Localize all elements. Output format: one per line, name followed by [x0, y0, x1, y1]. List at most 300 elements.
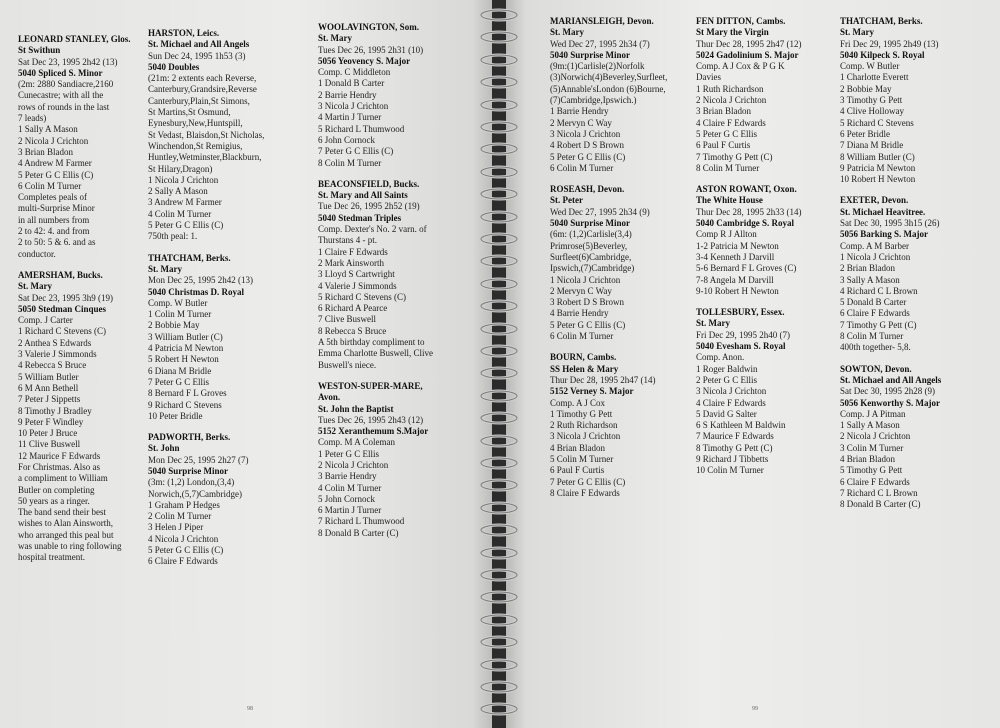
binding-ring: [478, 75, 520, 89]
dedication: SS Helen & Mary: [550, 363, 619, 374]
ringer: 3 Helen J Piper: [148, 522, 204, 533]
ringer: 4 Colin M Turner: [148, 208, 212, 219]
ringer: 6 Peter Bridle: [840, 128, 890, 139]
composition-detail: (3m: (1,2) London,(3,4): [148, 477, 235, 488]
ringer: 1 Colin M Turner: [148, 309, 212, 320]
footnote: A 5th birthday compliment to: [318, 337, 425, 348]
ringer: 2 Ruth Richardson: [550, 420, 618, 431]
place-name: BOURN, Cambs.: [550, 352, 617, 363]
peal-entry: [148, 253, 313, 422]
binding-ring: [478, 210, 520, 224]
composition-detail: 7 leads): [18, 113, 47, 124]
peal-entry: [148, 432, 313, 568]
peal-entry: [696, 16, 841, 174]
dedication: St Mary the Virgin: [696, 27, 769, 38]
ringer: 3-4 Kenneth J Darvill: [696, 251, 775, 262]
composition-detail: Cunecastre; with all the: [18, 90, 104, 101]
ringer-list: [148, 309, 313, 422]
ringer: 2 Bobbie May: [840, 83, 892, 94]
method-name: 5040 Cambridge S. Royal: [696, 218, 795, 229]
method-name: 5024 Gadolinium S. Major: [696, 49, 799, 60]
ringer: 1 Nicola J Crichton: [840, 251, 911, 262]
binding-ring: [478, 658, 520, 672]
peal-entry: [318, 22, 478, 169]
ringer: 7 Peter G C Ellis (C): [318, 146, 394, 157]
ringer: 1 Nicola J Crichton: [148, 174, 219, 185]
ringer: 5 Richard L Thumwood: [318, 123, 405, 134]
footnote: hospital treatment.: [18, 552, 85, 563]
ringer: 5 Peter G C Ellis (C): [148, 545, 224, 556]
ringer-list: [696, 241, 841, 297]
footnote: multi-Surprise Minor: [18, 203, 95, 214]
footnote: Completes peals of: [18, 192, 87, 203]
ringer: 6 S Kathleen M Baldwin: [696, 420, 786, 431]
dedication: St. Peter: [550, 195, 583, 206]
composition-detail: (21m: 2 extents each Reverse,: [148, 73, 257, 84]
ringer: 6 Paul F Curtis: [550, 465, 605, 476]
ringer: 1 Graham P Hedges: [148, 499, 220, 510]
ringer: 4 Brian Bladon: [550, 442, 605, 453]
binding-ring: [478, 702, 520, 716]
binding-ring: [478, 254, 520, 268]
ringer: 4 Clive Holloway: [840, 106, 904, 117]
ringer: 6 Martin J Turner: [318, 505, 382, 516]
ringer-list: [18, 124, 140, 192]
peal-entry: [696, 184, 841, 297]
ringer-list: [840, 252, 990, 342]
composition-detail: St Hilary,Dragon): [148, 163, 213, 174]
ringer: 4 Andrew M Farmer: [18, 158, 92, 169]
composition-detail: (2m: 2880 Sandiacre,2160: [18, 79, 114, 90]
composition-detail: Primrose(5)Beverley,: [550, 240, 628, 251]
ringer: 8 Colin M Turner: [840, 331, 904, 342]
footnote: was unable to ring following: [18, 541, 122, 552]
peal-entry: [148, 28, 313, 243]
ringer: 5 Colin M Turner: [550, 453, 614, 464]
method-name: 5040 Kilpeck S. Royal: [840, 49, 925, 60]
composition-detail: Comp. C Middleton: [318, 67, 391, 78]
ringer-list: [696, 364, 841, 477]
ringer: 1 Timothy G Pett: [550, 408, 613, 419]
place-name: THATCHAM, Berks.: [148, 252, 231, 263]
composition-detail: Comp. Dexter's No. 2 varn. of: [318, 224, 427, 235]
ringer: 10 Peter J Bruce: [18, 428, 78, 439]
ringer: 8 Bernard F L Groves: [148, 388, 227, 399]
peal-date: Tues Dec 26, 1995 2h31 (10): [318, 44, 424, 55]
composition-detail: Comp. A J Cox: [550, 397, 606, 408]
ringer: 1 Roger Baldwin: [696, 363, 758, 374]
ringer: 4 Nicola J Crichton: [148, 533, 219, 544]
ringer: 2 Colin M Turner: [148, 511, 212, 522]
ringer: 1 Ruth Richardson: [696, 83, 764, 94]
ringer: 6 Diana M Bridle: [148, 365, 212, 376]
binding-ring: [478, 456, 520, 470]
place-name: PADWORTH, Berks.: [148, 432, 231, 443]
ringer: 7 Peter J Sippetts: [18, 394, 81, 405]
ringer: 5 Timothy G Pett: [840, 465, 903, 476]
ringer: 6 Claire F Edwards: [840, 308, 910, 319]
composition-detail: Thurstans 4 - pt.: [318, 235, 377, 246]
footnote: Butler on completing: [18, 484, 95, 495]
composition-detail: Comp. W Butler: [840, 61, 900, 72]
composition-detail: Eynesbury,New,Huntspill,: [148, 118, 243, 129]
ringer: 2 Mervyn C Way: [550, 285, 612, 296]
composition-detail: Canterbury,Plain,St Simons,: [148, 95, 250, 106]
ringer: 7 Timothy G Pett (C): [840, 319, 917, 330]
ringer: 8 Colin M Turner: [318, 157, 382, 168]
ringer: 12 Maurice F Edwards: [18, 450, 101, 461]
ringer-list: [550, 106, 695, 174]
method-name: 5040 Doubles: [148, 61, 200, 72]
binding-ring: [478, 635, 520, 649]
dedication: St. Mary: [550, 27, 584, 38]
ringer: 7 Timothy G Pett (C): [696, 151, 773, 162]
composition-detail: Surfleet(6)Cambridge,: [550, 251, 632, 262]
peal-date: Sat Dec 23, 1995 3h9 (19): [18, 292, 113, 303]
ringer: 2 Peter G C Ellis: [696, 374, 757, 385]
ringer: 6 M Ann Bethell: [18, 382, 79, 393]
place-name: HARSTON, Leics.: [148, 28, 220, 38]
ringer: 5 Peter G C Ellis (C): [148, 220, 224, 231]
ringer: 6 Colin M Turner: [18, 180, 82, 191]
ringer: 7 Maurice F Edwards: [696, 431, 774, 442]
ringer: 9-10 Robert H Newton: [696, 285, 779, 296]
ringer: 6 Colin M Turner: [550, 331, 614, 342]
composition-detail: Canterbury,Grandsire,Reverse: [148, 84, 257, 95]
composition-detail: Comp. W Butler: [148, 297, 208, 308]
peal-date: Thur Dec 28, 1995 2h33 (14): [696, 206, 802, 217]
ringer: 5 Peter G C Ellis (C): [18, 169, 94, 180]
binding-ring: [478, 187, 520, 201]
peal-date: Mon Dec 25, 1995 2h42 (13): [148, 275, 253, 286]
ringer: 1-2 Patricia M Newton: [696, 240, 779, 251]
binding-ring: [478, 568, 520, 582]
ringer: 9 Peter F Windley: [18, 416, 84, 427]
peal-date: Sat Dec 23, 1995 2h42 (13): [18, 56, 118, 67]
ringer: 5 Donald B Carter: [840, 297, 907, 308]
footnote: 400th together- 5,8.: [840, 342, 911, 353]
footnote: who arranged this peal but: [18, 529, 114, 540]
binding-ring: [478, 434, 520, 448]
method-name: 5050 Stedman Cinques: [18, 303, 107, 314]
ringer: 3 Colin M Turner: [840, 442, 904, 453]
ringer: 4 Claire F Edwards: [696, 117, 766, 128]
method-name: 5056 Yeovency S. Major: [318, 55, 411, 66]
binding-ring: [478, 523, 520, 537]
ringer: 1 Sally A Mason: [18, 124, 78, 135]
composition-detail: Norwich,(5,7)Cambridge): [148, 488, 242, 499]
place-name: EXETER, Devon.: [840, 195, 909, 206]
composition-detail: Winchendon,St Remigius,: [148, 140, 243, 151]
place-name: WESTON-SUPER-MARE,: [318, 380, 423, 391]
ringer: 9 Richard C Stevens: [148, 399, 222, 410]
footnote: conductor.: [18, 248, 56, 259]
binding-ring: [478, 590, 520, 604]
footnote: 2 to 42: 4. and from: [18, 226, 90, 237]
composition-detail: St Martins,St Osmund,: [148, 107, 231, 118]
footnote: in all numbers from: [18, 214, 90, 225]
page-number: 99: [752, 706, 758, 712]
ringer-list: [148, 175, 313, 231]
binding-ring: [478, 478, 520, 492]
binding-ring: [478, 120, 520, 134]
ringer: 2 Nicola J Crichton: [18, 135, 89, 146]
method-name: 5040 Stedman Triples: [318, 212, 402, 223]
dedication: St. Mary: [18, 281, 52, 292]
binding-ring: [478, 53, 520, 67]
ringer: 7 Peter G C Ellis: [148, 376, 209, 387]
ringer: 8 Donald B Carter (C): [840, 499, 921, 510]
ringer: 7 Peter G C Ellis (C): [550, 476, 626, 487]
peal-date: Wed Dec 27, 1995 2h34 (9): [550, 206, 650, 217]
dedication: St. Mary: [840, 27, 874, 38]
dedication: St. Mary: [696, 318, 730, 329]
ringer: 4 Martin J Turner: [318, 112, 382, 123]
ringer: 4 Robert D S Brown: [550, 140, 624, 151]
ringer: 3 Brian Bladon: [18, 146, 73, 157]
composition-detail: Comp. A M Barber: [840, 240, 909, 251]
place-name: TOLLESBURY, Essex.: [696, 307, 785, 318]
peal-entry: [318, 179, 478, 371]
ringer: 4 Brian Bladon: [840, 453, 895, 464]
ringer: 7-8 Angela M Darvill: [696, 274, 774, 285]
peal-entry: [550, 184, 695, 342]
footnote: a compliment to William: [18, 473, 108, 484]
footnote: The band send their best: [18, 507, 106, 518]
binding-ring: [478, 322, 520, 336]
page-number: 98: [247, 706, 253, 712]
binding-ring: [478, 389, 520, 403]
binding-ring: [478, 142, 520, 156]
ringer: 8 Timothy J Bradley: [18, 405, 92, 416]
ringer: 3 Brian Bladon: [696, 106, 751, 117]
ringer: 8 Donald B Carter (C): [318, 527, 399, 538]
footnote: 750th peal: 1.: [148, 231, 198, 242]
ringer-list: [550, 409, 695, 499]
composition-detail: rows of rounds in the last: [18, 101, 110, 112]
ringer: 6 Claire F Edwards: [840, 476, 910, 487]
ringer: 4 Barrie Hendry: [550, 308, 609, 319]
left-page: [0, 0, 492, 728]
ringer: 8 William Butler (C): [840, 151, 915, 162]
composition-detail: (7)Cambridge,Ipswich.): [550, 95, 637, 106]
binding-ring: [478, 8, 520, 22]
ringer: 5 Richard C Stevens: [840, 117, 914, 128]
ringer-list: [550, 275, 695, 343]
ringer-list: [840, 420, 990, 510]
ringer: 2 Nicola J Crichton: [696, 95, 767, 106]
ringer: 3 Nicola J Crichton: [550, 128, 621, 139]
ringer: 2 Mark Ainsworth: [318, 257, 384, 268]
place-name: LEONARD STANLEY, Glos.: [18, 34, 131, 44]
ringer: 4 Valerie J Simmonds: [318, 280, 397, 291]
ringer: 4 Richard C L Brown: [840, 285, 918, 296]
ringer: 3 Barrie Hendry: [318, 471, 377, 482]
ringer-list: [318, 78, 478, 168]
composition-detail: (9m:(1)Carlisle(2)Norfolk: [550, 61, 645, 72]
peal-date: Fri Dec 29, 1995 2h40 (7): [696, 329, 790, 340]
binding-ring: [478, 366, 520, 380]
binding-ring: [478, 30, 520, 44]
binding-ring: [478, 680, 520, 694]
peal-entry: [18, 34, 140, 260]
ringer: 8 Claire F Edwards: [550, 487, 620, 498]
peal-date: Sat Dec 30, 1995 3h15 (26): [840, 218, 940, 229]
peal-entry: [318, 381, 478, 539]
ringer: 8 Colin M Turner: [696, 162, 760, 173]
ringer: 1 Peter G C Ellis: [318, 448, 379, 459]
place-name: ASTON ROWANT, Oxon.: [696, 184, 797, 195]
ringer: 1 Sally A Mason: [840, 420, 900, 431]
column: [696, 16, 841, 487]
ringer-list: [840, 72, 990, 185]
ringer: 5 Peter G C Ellis: [696, 128, 757, 139]
ringer-list: [18, 326, 140, 462]
ringer: 5-6 Bernard F L Groves (C): [696, 263, 797, 274]
column: [550, 16, 695, 509]
dedication: St. Michael Heavitree.: [840, 206, 926, 217]
peal-date: Tue Dec 26, 1995 2h52 (19): [318, 201, 420, 212]
composition-detail: Ipswich,(7)Cambridge): [550, 263, 635, 274]
peal-date: Sun Dec 24, 1995 1h53 (3): [148, 50, 246, 61]
ringer: 6 Claire F Edwards: [148, 556, 218, 567]
ringer-list: [696, 84, 841, 174]
ringer: 5 Peter G C Ellis (C): [550, 319, 626, 330]
binding-ring: [478, 501, 520, 515]
ringer: 4 Rebecca S Bruce: [18, 360, 87, 371]
ringer: 2 Brian Bladon: [840, 263, 895, 274]
method-name: 5040 Spliced S. Minor: [18, 67, 103, 78]
dedication: St. Michael and All Angels: [148, 39, 250, 50]
method-name: 5056 Kenworthy S. Major: [840, 397, 940, 408]
ringer: 10 Peter Bridle: [148, 410, 203, 421]
composition-detail: Comp. M A Coleman: [318, 437, 396, 448]
ringer: 2 Sally A Mason: [148, 186, 208, 197]
dedication: St. Michael and All Angels: [840, 374, 942, 385]
ringer: 5 Peter G C Ellis (C): [550, 151, 626, 162]
composition-detail: Comp. J Carter: [18, 315, 73, 326]
ringer: 3 Timothy G Pett: [840, 95, 903, 106]
ringer: 2 Barrie Hendry: [318, 89, 377, 100]
dedication: St. John the Baptist: [318, 403, 394, 414]
ringer: 11 Clive Buswell: [18, 439, 81, 450]
ringer: 1 Nicola J Crichton: [550, 274, 621, 285]
place-name: AMERSHAM, Bucks.: [18, 269, 103, 280]
footnote: Emma Charlotte Buswell, Clive: [318, 348, 433, 359]
ringer: 6 Colin M Turner: [550, 162, 614, 173]
peal-date: Sat Dec 30, 1995 2h28 (9): [840, 386, 935, 397]
method-name: 5040 Surprise Minor: [148, 465, 228, 476]
composition-detail: St Vedast, Blaisdon,St Nicholas,: [148, 129, 265, 140]
peal-entry: [550, 16, 695, 174]
ringer: 5 Richard C Stevens (C): [318, 291, 406, 302]
binding-ring: [478, 299, 520, 313]
footnote: wishes to Alan Ainsworth,: [18, 518, 114, 529]
composition-detail: (3)Norwich(4)Beverley,Surfleet,: [550, 72, 668, 83]
ringer: 10 Robert H Newton: [840, 174, 916, 185]
ringer: 2 Bobbie May: [148, 320, 200, 331]
ringer: 7 Richard L Thumwood: [318, 516, 405, 527]
ringer: 3 Andrew M Farmer: [148, 197, 222, 208]
peal-entry: [550, 352, 695, 499]
method-name: 5056 Barking S. Major: [840, 229, 929, 240]
ringer: 3 William Butler (C): [148, 331, 223, 342]
method-name: 5040 Evesham S. Royal: [696, 341, 786, 352]
ringer: 1 Donald B Carter: [318, 78, 385, 89]
ringer: 3 Lloyd S Cartwright: [318, 269, 395, 280]
composition-detail: Davies: [696, 72, 721, 83]
method-name: 5152 Verney S. Major: [550, 386, 634, 397]
ringer: 1 Claire F Edwards: [318, 246, 388, 257]
ringer-list: [318, 247, 478, 337]
peal-date: Fri Dec 29, 1995 2h49 (13): [840, 38, 939, 49]
ringer: 5 David G Salter: [696, 408, 757, 419]
ringer: 3 Nicola J Crichton: [318, 101, 389, 112]
peal-date: Mon Dec 25, 1995 2h27 (7): [148, 454, 249, 465]
binding-ring: [478, 277, 520, 291]
peal-date: Wed Dec 27, 1995 2h34 (7): [550, 38, 650, 49]
ringer: 4 Patricia M Newton: [148, 343, 224, 354]
composition-detail: (5)Annable'sLondon (6)Bourne,: [550, 83, 666, 94]
binding-ring: [478, 344, 520, 358]
ringer: 1 Barrie Hendry: [550, 106, 609, 117]
binding-ring: [478, 232, 520, 246]
binding-ring: [478, 613, 520, 627]
column: [18, 34, 140, 574]
ringer: 8 Timothy G Pett (C): [696, 442, 773, 453]
peal-date: Thur Dec 28, 1995 2h47 (12): [696, 38, 802, 49]
ringer: 9 Patricia M Newton: [840, 162, 916, 173]
column: [318, 22, 478, 549]
right-page: [506, 0, 1000, 728]
peal-date: Tues Dec 26, 1995 2h43 (12): [318, 414, 424, 425]
ringer: 5 William Butler: [18, 371, 79, 382]
footnote: 50 years as a ringer.: [18, 495, 90, 506]
place-name: THATCHAM, Berks.: [840, 16, 923, 26]
column: [840, 16, 990, 520]
method-name: 5040 Surprise Minor: [550, 218, 630, 229]
ringer: 9 Richard J Tibbetts: [696, 453, 769, 464]
place-name: FEN DITTON, Cambs.: [696, 16, 786, 26]
binding-ring: [478, 411, 520, 425]
ringer: 7 Diana M Bridle: [840, 140, 904, 151]
ringer: 1 Richard C Stevens (C): [18, 326, 106, 337]
dedication: Avon.: [318, 392, 341, 403]
composition-detail: Comp. J A Pitman: [840, 408, 906, 419]
ringer: 2 Mervyn C Way: [550, 117, 612, 128]
binding-ring: [478, 546, 520, 560]
footnote: Buswell's niece.: [318, 359, 377, 370]
dedication: St. John: [148, 443, 180, 454]
peal-entry: [696, 307, 841, 476]
composition-detail: Comp. Anon.: [696, 352, 745, 363]
peal-entry: [840, 364, 990, 511]
dedication: St. Mary: [318, 33, 352, 44]
ringer: 3 Nicola J Crichton: [696, 386, 767, 397]
ringer: 1 Charlotte Everett: [840, 72, 909, 83]
ringer: 6 Paul F Curtis: [696, 140, 751, 151]
ringer: 2 Anthea S Edwards: [18, 337, 92, 348]
ringer: 5 Robert H Newton: [148, 354, 219, 365]
dedication: St Swithun: [18, 45, 61, 56]
ringer: 6 John Cornock: [318, 134, 375, 145]
footnote: For Christmas. Also as: [18, 461, 101, 472]
ringer: 2 Nicola J Crichton: [840, 431, 911, 442]
place-name: MARIANSLEIGH, Devon.: [550, 16, 654, 26]
place-name: WOOLAVINGTON, Som.: [318, 22, 419, 32]
ringer: 7 Clive Buswell: [318, 314, 376, 325]
ringer: 4 Claire F Edwards: [696, 397, 766, 408]
